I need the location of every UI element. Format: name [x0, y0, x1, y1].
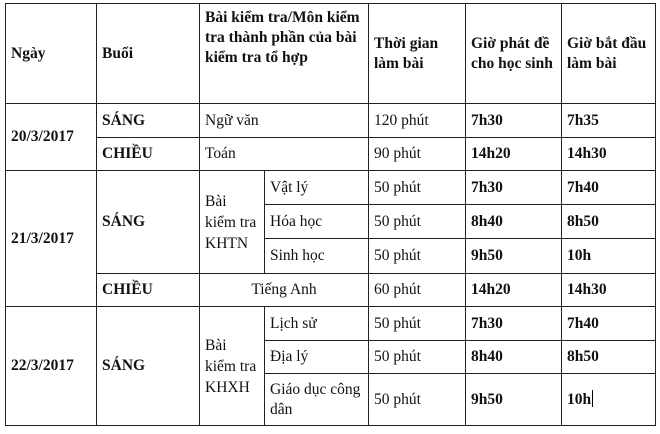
distribute-time-cell: 14h20 — [466, 274, 562, 307]
session-cell: SÁNG — [97, 307, 200, 426]
session-cell: CHIỀU — [97, 274, 200, 307]
start-time-cell: 7h40 — [562, 171, 656, 205]
distribute-time-cell: 7h30 — [466, 307, 562, 341]
header-date: Ngày — [6, 4, 97, 104]
date-cell: 20/3/2017 — [6, 104, 97, 171]
duration-cell: 50 phút — [369, 307, 466, 341]
subject-cell: Địa lý — [265, 341, 369, 374]
header-start-time: Giờ bắt đầu làm bài — [562, 4, 656, 104]
subject-cell: Toán — [200, 138, 369, 171]
subject-cell: Lịch sử — [265, 307, 369, 341]
distribute-time-cell: 9h50 — [466, 374, 562, 426]
subject-cell: Vật lý — [265, 171, 369, 205]
table-row — [6, 138, 656, 171]
exam-schedule-table — [5, 3, 656, 426]
table-row — [6, 274, 656, 307]
date-cell: 21/3/2017 — [6, 171, 97, 307]
distribute-time-cell: 8h40 — [466, 341, 562, 374]
subject-cell: Sinh học — [265, 239, 369, 274]
table-row — [6, 307, 656, 341]
header-session: Buổi — [97, 4, 200, 104]
duration-cell: 50 phút — [369, 171, 466, 205]
duration-cell: 50 phút — [369, 239, 466, 274]
table-row — [6, 104, 656, 138]
duration-cell: 50 phút — [369, 205, 466, 239]
start-time-text: 10h — [567, 390, 592, 408]
duration-cell: 60 phút — [369, 274, 466, 307]
start-time-cell: 10h — [562, 239, 656, 274]
header-distribute-time: Giờ phát đề cho học sinh — [466, 4, 562, 104]
subject-cell: Ngữ văn — [200, 104, 369, 138]
table-row — [6, 171, 656, 205]
duration-cell: 120 phút — [369, 104, 466, 138]
subject-group-cell: Bài kiểm tra KHXH — [200, 307, 265, 426]
table-header-row — [6, 4, 656, 104]
duration-cell: 50 phút — [369, 374, 466, 426]
duration-cell: 50 phút — [369, 341, 466, 374]
header-subject: Bài kiểm tra/Môn kiểm tra thành phần của bài kiểm tra tổ hợp — [200, 4, 369, 104]
session-cell: SÁNG — [97, 104, 200, 138]
duration-cell: 90 phút — [369, 138, 466, 171]
subject-cell: Tiếng Anh — [200, 274, 369, 307]
start-time-cell: 7h40 — [562, 307, 656, 341]
distribute-time-cell: 14h20 — [466, 138, 562, 171]
subject-group-cell: Bài kiểm tra KHTN — [200, 171, 265, 274]
subject-cell: Hóa học — [265, 205, 369, 239]
start-time-cell: 7h35 — [562, 104, 656, 138]
start-time-cell — [562, 374, 656, 426]
subject-cell: Giáo dục công dân — [265, 374, 369, 426]
start-time-cell: 14h30 — [562, 138, 656, 171]
distribute-time-cell: 7h30 — [466, 104, 562, 138]
text-cursor — [592, 390, 593, 407]
session-cell: SÁNG — [97, 171, 200, 274]
distribute-time-cell: 7h30 — [466, 171, 562, 205]
date-cell: 22/3/2017 — [6, 307, 97, 426]
start-time-cell: 14h30 — [562, 274, 656, 307]
session-cell: CHIỀU — [97, 138, 200, 171]
start-time-cell: 8h50 — [562, 341, 656, 374]
distribute-time-cell: 8h40 — [466, 205, 562, 239]
distribute-time-cell: 9h50 — [466, 239, 562, 274]
start-time-cell: 8h50 — [562, 205, 656, 239]
header-duration: Thời gian làm bài — [369, 4, 466, 104]
